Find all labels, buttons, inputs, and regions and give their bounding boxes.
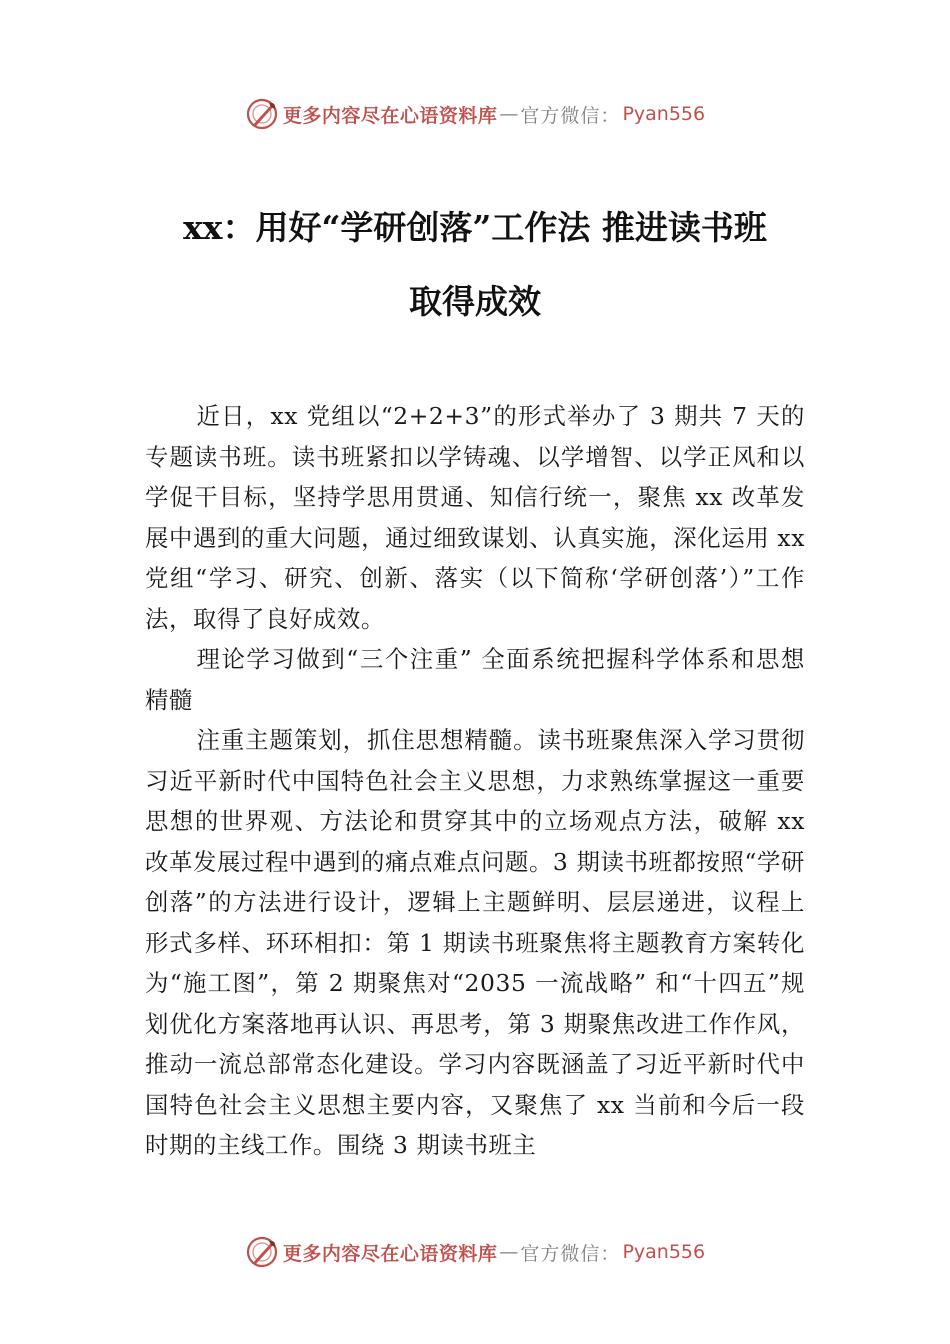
footer-watermark (0, 1232, 950, 1272)
watermark-wechat-id: Pyan556 (622, 1241, 706, 1263)
watermark-sub-text: 官方微信： (520, 1242, 621, 1265)
watermark-sub-text: 官方微信： (520, 104, 621, 127)
watermark-separator: — (499, 103, 519, 125)
header-watermark (0, 94, 950, 134)
document-title-line-1: xx：用好“学研创落”工作法 推进读书班 (183, 208, 767, 247)
document-body (145, 396, 805, 1166)
watermark-separator: — (499, 1241, 519, 1263)
document-title-line-2: 取得成效 (409, 282, 541, 321)
watermark-main-text: 更多内容尽在心语资料库 (282, 104, 498, 127)
paragraph-intro: 近日，xx 党组以“2+2+3”的形式举办了 3 期共 7 天的专题读书班。读书班紧扣以学铸魂、以学增智、以学正风和以学促干目标，坚持学思用贯通、知信行统一，聚焦 xx 改革发展中遇到的重大问题，通过细致谋划、认真实施，深化运用 xx 党组“学习、研究、创新、落实（以下简称‘学研创落’）”工作法，取得了良好成效。 (145, 402, 805, 633)
paragraph-section-heading: 理论学习做到“三个注重” 全面系统把握科学体系和思想精髓 (145, 645, 805, 714)
paragraph-theme-planning: 注重主题策划，抓住思想精髓。读书班聚焦深入学习贯彻习近平新时代中国特色社会主义思想，力求熟练掌握这一重要思想的世界观、方法论和贯穿其中的立场观点方法，破解 xx 改革发展过程中遇到的痛点难点问题。3 期读书班都按照“学研创落”的方法进行设计，逻辑上主题鲜明、层层递进，议程上形式多样、环环相扣：第 1 期读书班聚焦将主题教育方案转化为“施工图”，第 2 期聚焦对“2035 一流战略” 和“十四五”规划优化方案落地再认识、再思考，第 3 期聚焦改进工作作风，推动一流总部常态化建设。学习内容既涵盖了习近平新时代中国特色社会主义思想主要内容，又聚焦了 xx 当前和今后一段时期的主线工作。围绕 3 期读书班主 (145, 726, 805, 1159)
watermark-main-text: 更多内容尽在心语资料库 (282, 1242, 498, 1265)
watermark-wechat-id: Pyan556 (622, 103, 706, 125)
quill-logo-icon (245, 1235, 279, 1269)
quill-logo-icon (245, 97, 279, 131)
